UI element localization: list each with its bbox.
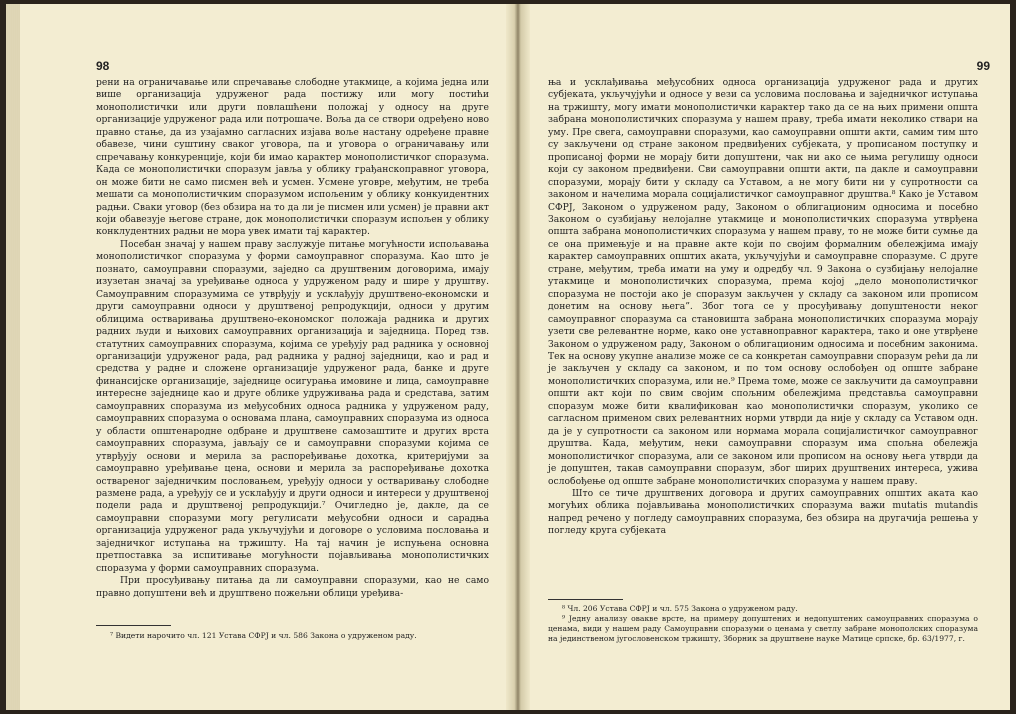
page-edge-stack: [6, 4, 20, 710]
left-paragraph-2: Посебан значај у нашем праву заслужује питање могућности испољавања монополистичког споразума у форми самоуправног споразума. Као што је познато, самоуправни споразуми, заједно са друштвеним договорима, имају изузетан значај за уређивање односа у удруженом раду и шире у друштву. Самоуправним споразумима се утврђују и усклађују друштвено-економски и други самоуправни односи у друштвеној репродукцији, односи у другим облицима остваривања друштвено-економског положаја радника и других радних људи и њихових самоуправних организација и заједница. Поред тзв. статутних самоуправних споразума, којима се уређују рад радника у основној организацији удруженог рада, рад радника у радној заједници, као и рад и средства у радне и сложене организације удруженог рада, банке и друге финансијске организације, заједнице осигурања имовине и лица, самоуправне интересне заједнице као и друге облике удруживања рада и средстава, затим самоуправних споразума из међусобних односа радника у удруженом раду, самоуправних споразума о основама плана, самоуправних споразума из односа у области општенародне одбране и друштвене самозаштите и других врста самоуправних споразума, јављају се и самоуправни споразуми којима се утврђују основи и мерила за распоређивање дохотка, критеријуми за самоуправно уређивање цена, основи и мерила за распоређивање дохотка оствареног заједничким пословањем, уређују односи у остваривању слободне размене рада, а уређују се и усклађују и други односи и интереси у друштвеној подели рада и друштвеној репродукцији.⁷ Очигледно је, дакле, да се самоуправни споразуми могу регулисати међусобни односи и сарадња организација удруженог рада укључујући и договоре о условима пословања и заједничког иступања на тржишту. На тај начин је испуњена основна претпоставка за испитивање могућности појављивања монополистичких споразума у форми самоуправних споразума.: [96, 238, 489, 574]
right-footnote-9: ⁹ Једну анализу овакве врсте, на примеру допуштених и недопуштених самоуправних споразума о ценама, види у нашем раду Самоуправни споразуми о ценама у светлу забране монополских споразума на јединственом југословенском тржишту, Зборник за друштвене науке Матице српске, бр. 63/1977, г.: [548, 614, 978, 643]
left-paragraph-3: При просуђивању питања да ли самоуправни споразуми, као не само правно допуштени већ и друштвено пожељни облици уређива-: [96, 575, 489, 599]
right-paragraph-1: ња и усклађивања међусобних односа организација удруженог рада и других субјеката, укључујући и односе у вези са условима пословања и заједничког иступања на тржишту, могу имати монополистички карактер тако да се на њих примени општа забрана монополистичких споразума у нашем праву, треба имати неколико ствари на уму. Пре свега, самоуправни споразуми, као самоуправни општи акти, самим тим што су закључени од стране законом предвиђених субјеката, у прописаном поступку и прописаној форми не морају бити допуштени, чак ни ако се њима регулишу односи који су законом предвиђени. Сви самоуправни општи акти, па дакле и самоуправни споразуми, морају бити у складу са Уставом, а не могу бити ни у супротности са законом и начелима морала социјалистичког самоуправног друштва.⁸ Како је Уставом СФРЈ, Законом о удруженом раду, Законом о облигационим односима и посебно Законом о сузбијању нелојалне утакмице и монополистичких споразума утврђена општа забрана монополистичких споразума у нашем праву, то не може бити сумње да се она примењује и на правне акте који по својим формалним обележјима имају карактер самоуправних општих аката, укључујући и самоуправне споразуме. С друге стране, међутим, треба имати на уму и одредбу чл. 9 Закона о сузбијању нелојалне утакмице и монополистичких споразума, према којој „дело монополистичког споразума не постоји ако је споразум закључен у складу са законом или прописом донетим на основу њега”. Због тога се у просуђивању допуштености неког самоуправног споразума са становишта забрана монополистичких споразума морају узети све релевантне норме, како оне уставноправног карактера, тако и оне утврђене Законом о удруженом раду, Законом о облигационим односима и посебним законима. Тек на основу укупне анализе може се са конкретан самоуправни споразум рећи да ли је закључен у складу са законом, и по том основу ослобођен од опште забране монополистичких споразума, или не.⁹ Према томе, може се закључити да самоуправни општи акт који по свим својим спољним обележјима представља самоуправни споразум може бити квалификован као монополистички споразум, уколико се сагласном применом свих релевантних норми утврди да није у складу са Уставом одн. да је у супротности са законом или нормама морала социјалистичког самоуправног друштва. Када, међутим, неки самоуправни споразум има спољна обележја монополистичког споразума, али се законом или прописом на основу њега утврди да је допуштен, такав самоуправни споразум, због ширих друштвених интереса, ужива ослобођење од опште забране монополистичких споразума у нашем праву.: [548, 77, 978, 487]
left-footnote: [96, 631, 489, 641]
left-page-number: 98: [96, 59, 110, 73]
book-spread: [6, 4, 1010, 710]
right-footnote-rule: [548, 599, 623, 600]
left-paragraph-1: рени на ограничавање или спречавање слободне утакмице, а којима једна или више организација удруженог рада постижу или могу постићи монополистички или други повлашћени положај у односу на друге организације удруженог рада или потрошаче. Воља да се створи одређено ново правно стање, да из узајамно сагласних изјава воље настану одређене правне обавезе, чини суштину сваког уговора, па и уговора о ограничавању или спречавању конкуренције, који би имао карактер монополистичког споразума. Када се монополистички споразум јавља у облику грађанскоправног уговора, он може бити не само писмен већ и усмен. Усмене уговре, међутим, не треба мешати са монополистичким споразумом испољеним у облику конкуидентних радњи. Сваки уговор (без обзира на то да ли је писмен или усмен) је правни акт који обавезује њeгове стране, док монополистички споразум испољен у облику конклудентних радњи не мора увек имати тај карактер.: [96, 77, 489, 238]
right-page-number: 99: [976, 59, 990, 73]
left-page-body: [96, 77, 489, 600]
right-page-body: [548, 77, 978, 538]
right-paragraph-2: Што се тиче друштвених договора и других самоуправних општих аката као могућих облика појављивања монополистичких споразума важи mutatis mutandis напред речено у погледу самоуправних споразума, без обзира на другачија решења у погледу круга субјеката: [548, 487, 978, 537]
left-footnote-rule: [96, 625, 171, 626]
right-footnotes: [548, 604, 978, 644]
right-footnote-8: ⁸ Чл. 206 Устава СФРЈ и чл. 575 Закона о удруженом раду.: [562, 604, 798, 613]
left-page: [6, 4, 514, 710]
left-footnote-7: ⁷ Видети нарочито чл. 121 Устава СФРЈ и чл. 586 Закона о удруженом раду.: [110, 631, 417, 640]
right-page: [514, 4, 1010, 710]
book-gutter: [506, 4, 530, 710]
